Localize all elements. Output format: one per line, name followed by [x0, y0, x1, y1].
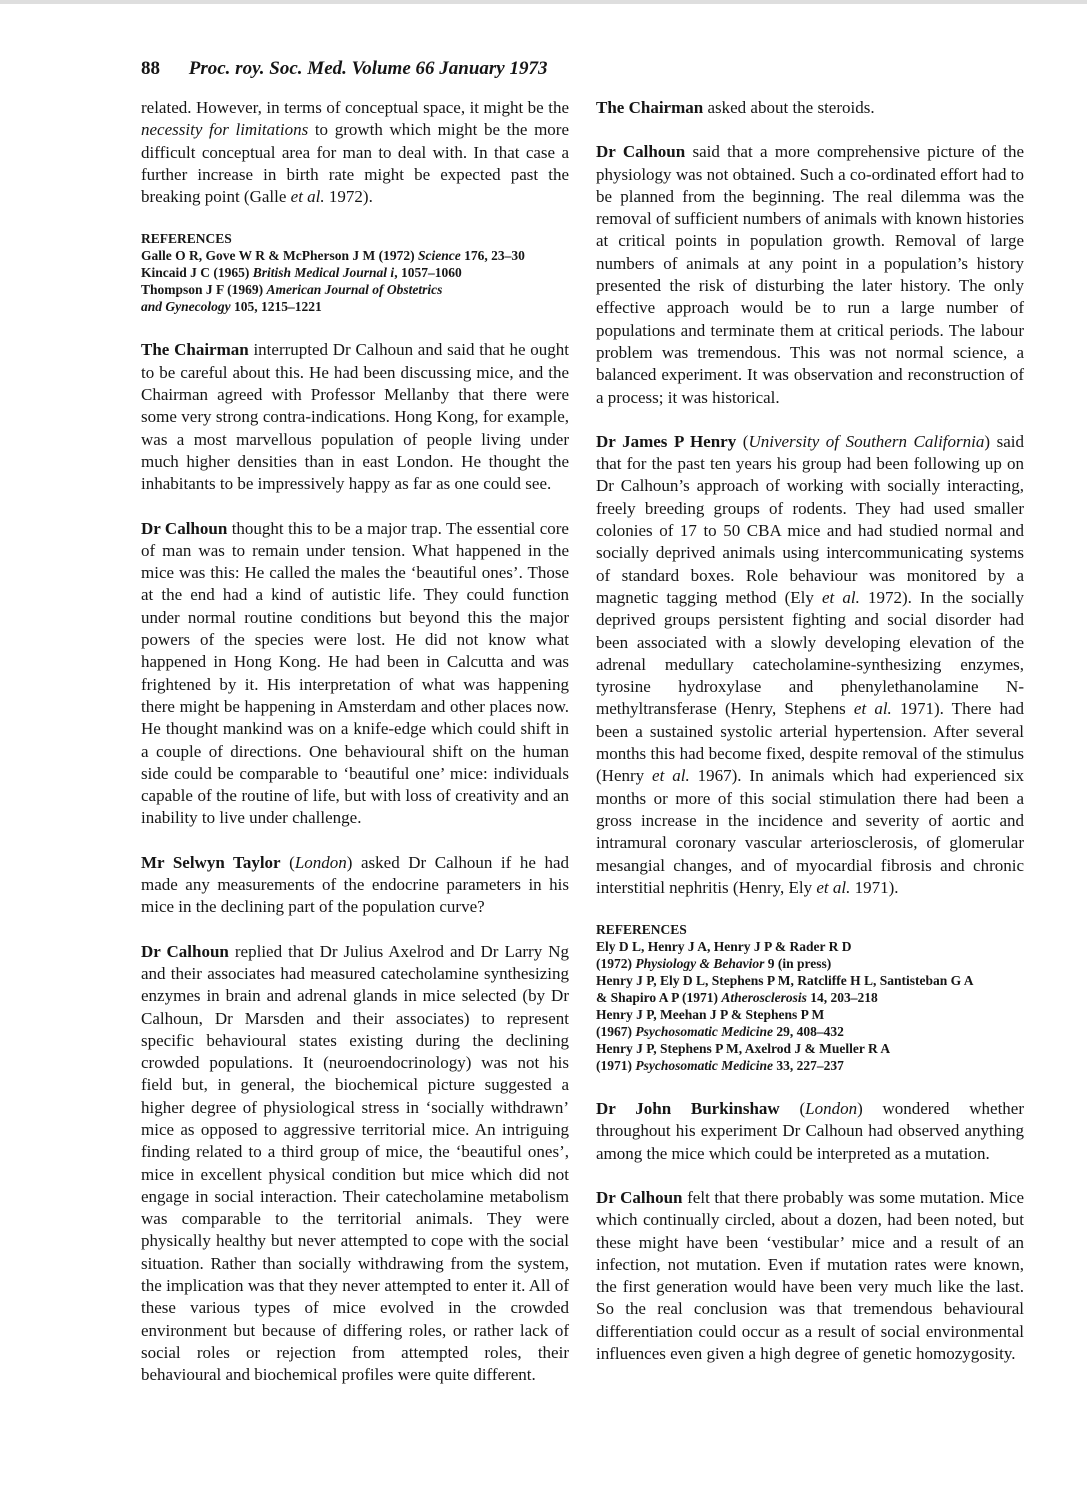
text-segment: Henry J P, Ely D L, Stephens P M, Ratcliffe H L, Santisteban G A	[596, 973, 974, 989]
text-segment: Mr Selwyn Taylor	[141, 852, 281, 872]
text-segment: Kincaid J C (1965)	[141, 265, 253, 281]
text-segment: interrupted Dr Calhoun and said that he ought to be careful about this. He had been discussing mice, and the Chairman agreed with Professor Mellanby that there were some very strong contra-indications. Hong Kong, for example, was a most marvellous population of people living under much higher densities than in east London. He thought the inhabitants to be impressively happy as far as one could see.	[141, 340, 569, 494]
text-segment: , 1057–1060	[394, 265, 462, 281]
text-segment: Dr Calhoun	[596, 1187, 683, 1207]
text-segment: said that a more comprehensive picture of the physiology was not obtained. Such a co-ordinated effort had to be planned from the beginning. The real dilemma was the removal of sufficient numbers of animals with known histories at critical points in population growth. Removal of large numbers of animals at any point in a population’s history presented the risk of disturbing the later history. The only effective approach would be to run a large number of populations and terminate them at critical periods. The labour problem was tremendous. This was not normal science, a balanced experiment. It was observation and reconstruction of a process; it was historical.	[596, 142, 1024, 407]
column-left	[141, 97, 569, 1409]
journal-title: Proc. roy. Soc. Med. Volume 66 January 1973	[188, 58, 548, 79]
text-segment: Atherosclerosis	[721, 990, 807, 1006]
text-segment: ) said that for the past ten years his group had been following up on Dr Calhoun’s approach of working with socially interacting, freely breeding groups of rodents. They had used smaller colonies of 17 to 50 CBA mice and had studied normal and socially deprived animals using intercommunicating systems of standard boxes. Role behaviour was monitored by a magnetic tagging method (Ely	[596, 431, 1024, 607]
text-segment: Dr James P Henry	[596, 431, 737, 451]
text-segment: et al.	[816, 877, 851, 897]
text-segment: necessity for limitations	[141, 120, 309, 140]
two-column-body	[141, 97, 1023, 1409]
reference-line	[141, 281, 569, 298]
text-segment: 14, 203–218	[806, 990, 878, 1006]
text-segment: The Chairman	[596, 98, 704, 117]
text-segment: 1971).	[850, 877, 899, 897]
text-segment: et al.	[822, 587, 860, 607]
text-segment: (	[736, 431, 749, 451]
text-segment: et al.	[853, 699, 892, 719]
text-segment: London	[294, 852, 347, 872]
text-segment: Dr John Burkinshaw	[596, 1099, 780, 1119]
text-segment: Thompson J F (1969)	[141, 282, 267, 298]
text-segment: Henry J P, Meehan J P & Stephens P M	[596, 1007, 825, 1023]
paragraph	[141, 852, 569, 919]
references-block	[596, 921, 1024, 1074]
text-segment: Galle O R, Gove W R & McPherson J M (1972)	[141, 248, 418, 264]
paragraph	[596, 141, 1024, 409]
paragraph	[596, 1098, 1024, 1165]
paragraph	[141, 97, 569, 208]
text-segment: Psychosomatic Medicine	[635, 1024, 773, 1040]
reference-line	[141, 230, 569, 247]
reference-line	[596, 1023, 1024, 1040]
text-segment: Dr Calhoun	[596, 142, 686, 162]
text-segment: ) wondered whether throughout his experiment Dr Calhoun had observed anything among the mice which could be interpreted as a mutation.	[596, 1099, 1024, 1163]
reference-line	[596, 938, 1024, 955]
paragraph	[141, 518, 569, 830]
page-header	[141, 58, 547, 80]
text-segment: ) asked Dr Calhoun if he had made any measurements of the endocrine parameters in his mice in the declining part of the population curve?	[141, 852, 569, 917]
column-right	[596, 97, 1024, 1409]
text-segment: (1967)	[596, 1024, 636, 1040]
text-segment: 1972). In the socially deprived groups persistent fighting and social disorder had been associated with a slowly developing elevation of the adrenal medullary catecholamine-synthesizing enzymes, tyrosine hydroxylase and phenylethanolamine N-methyltransferase (Henry, Stephens	[596, 587, 1025, 719]
text-segment: & Shapiro A P (1971)	[596, 990, 722, 1006]
text-segment: 9 (in press)	[764, 956, 832, 972]
text-segment: (	[280, 852, 295, 872]
text-segment: replied that Dr Julius Axelrod and Dr Larry Ng and their associates had measured catecholamine synthesizing enzymes in brain and adrenal glands in mice selected (by Dr Calhoun, Dr Marsden and their associates) to represent specific behavioural states existing during the declining crowded populations. It (neuroendocrinology) was not his field but, in general, the biochemical picture suggested a higher degree of physiological stress in ‘socially withdrawn’ mice as opposed to aggressive territorial mice. An intriguing finding related to a third group of mice, the ‘beautiful ones’, mice in excellent physical condition but mice which did not engage in social interaction. Their catecholamine metabolism was comparable to the territorial animals. They were physically healthy but never attempted to cope with the social situation. Rather than socially withdrawing from the system, the implication was that they never attempted to enter it. All of these various types of mice evolved in the crowded environment but because of differing roles, or rather lack of social roles or rejection from attempted roles, their behavioural and biochemical profiles were quite different.	[141, 941, 569, 1385]
text-segment: Physiology & Behavior	[635, 956, 765, 972]
text-segment: Ely D L, Henry J A, Henry J P & Rader R D	[596, 939, 852, 955]
text-segment: (	[779, 1099, 806, 1119]
text-segment: felt that there probably was some mutation. Mice which continually circled, about a dozen, had been noted, but these might have been ‘vestibular’ mice and a result of an infection, not mutation. Even if mutation rates were known, the first generation would have been very much like the last. So the real conclusion was that tremendous behavioural differentiation could occur as a result of social environmental influences even given a high degree of genetic homozygosity.	[596, 1187, 1024, 1364]
paragraph	[141, 339, 569, 495]
reference-line	[596, 955, 1024, 972]
reference-line	[141, 247, 569, 264]
text-segment: Dr Calhoun	[141, 941, 229, 961]
text-segment: Henry J P, Stephens P M, Axelrod J & Mueller R A	[596, 1041, 891, 1057]
text-segment: British Medical Journal i	[252, 265, 395, 281]
paragraph	[141, 941, 569, 1387]
reference-line	[596, 989, 1024, 1006]
text-segment: 176, 23–30	[460, 248, 525, 264]
paragraph	[596, 431, 1024, 899]
reference-line	[596, 1040, 1024, 1057]
reference-line	[141, 264, 569, 281]
text-segment: (1971)	[596, 1058, 636, 1074]
text-segment: related. However, in terms of conceptual space, it might be the	[141, 98, 569, 117]
reference-line	[596, 1057, 1024, 1074]
text-segment: 29, 408–432	[772, 1024, 844, 1040]
text-segment: 105, 1215–1221	[230, 299, 322, 315]
text-segment: 1971). There had been a sustained systolic arterial hypertension. After several months this had become fixed, despite removal of the stimulus (Henry	[596, 699, 1024, 786]
text-segment: thought this to be a major trap. The essential core of man was to remain under tension. What happened in the mice was this: He called the males the ‘beautiful ones’. Those at the end had a kind of autistic life. They could function under normal routine conditions but beyond this the major powers of the species were lost. He did not know what happened in Hong Kong. He had been in Calcutta and was frightened by it. His interpretation of what was happening there might be happening in Amsterdam and other places now. He thought mankind was on a knife-edge which could shift in a couple of directions. One behavioural shift on the human side could be comparable to ‘beautiful one’ mice: individuals capable of the routine of life, but with loss of creativity and an inability to live under challenge.	[141, 518, 569, 828]
text-segment: The Chairman	[141, 340, 249, 360]
text-segment: et al.	[290, 187, 325, 207]
paragraph	[596, 1187, 1024, 1365]
reference-line	[596, 1006, 1024, 1023]
reference-line	[141, 298, 569, 315]
text-segment: Psychosomatic Medicine	[635, 1058, 773, 1074]
text-segment: REFERENCES	[141, 231, 232, 247]
text-segment: American Journal of Obstetrics	[266, 282, 443, 298]
text-segment: 33, 227–237	[772, 1058, 844, 1074]
references-block	[141, 230, 569, 315]
reference-line	[596, 972, 1024, 989]
text-segment: London	[805, 1099, 858, 1119]
text-segment: and Gynecology	[141, 299, 231, 315]
text-segment: to growth which might be the more difficult conceptual area for man to deal with. In that case a further increase in birth rate might be expected past the breaking point (Galle	[141, 120, 569, 207]
text-segment: REFERENCES	[596, 922, 687, 938]
text-segment: asked about the steroids.	[703, 98, 875, 117]
scan-edge-artifact	[0, 0, 1087, 4]
text-segment: (1972)	[596, 956, 636, 972]
text-segment: et al.	[652, 766, 690, 786]
text-segment: Science	[417, 248, 461, 264]
text-segment: 1967). In animals which had experienced six months or more of this social stimulation there had been a gross increase in the incidence and severity of aortic and intramural coronary vascular arteriosclerosis, of glomerular mesangial changes, and of myocardial fibrosis and chronic interstitial nephritis (Henry, Ely	[596, 766, 1024, 897]
text-segment: 1972).	[324, 187, 373, 207]
page-number: 88	[141, 58, 160, 79]
reference-line	[596, 921, 1024, 938]
text-segment: Dr Calhoun	[141, 518, 228, 538]
text-segment: University of Southern California	[748, 431, 985, 451]
paragraph	[596, 97, 1024, 119]
